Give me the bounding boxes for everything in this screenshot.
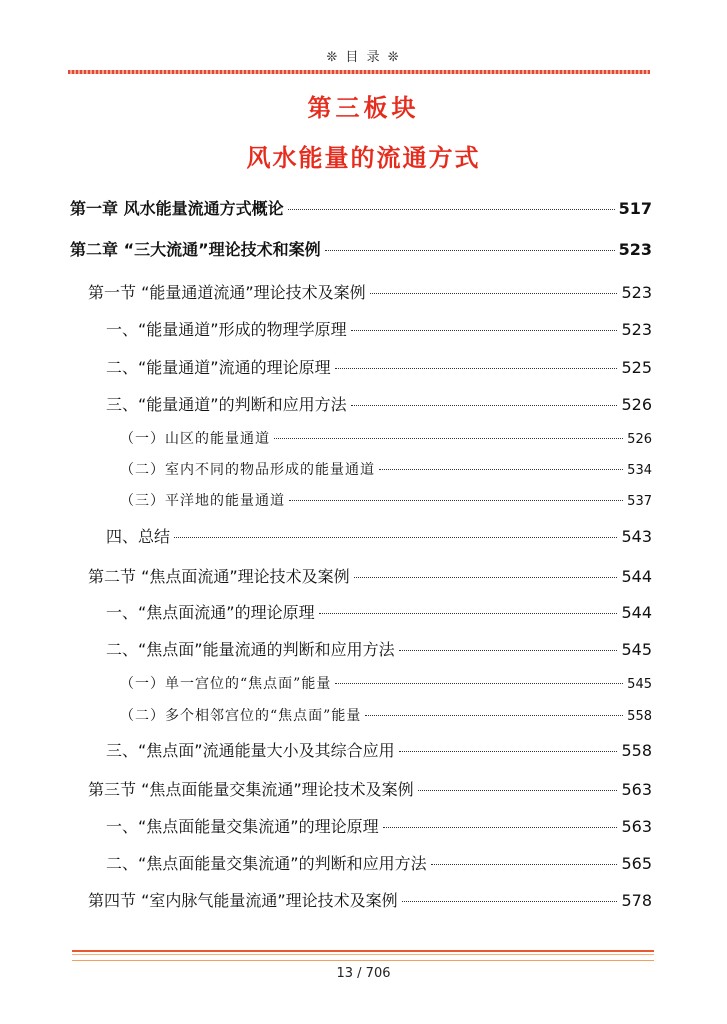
toc-leader-dots <box>418 790 618 791</box>
toc-entry-page: 545 <box>621 640 652 659</box>
toc-entry-subitem[interactable] <box>120 705 652 725</box>
toc-leader-dots <box>274 438 623 439</box>
toc-entry-page: 534 <box>627 463 652 478</box>
toc-leader-dots <box>351 405 618 406</box>
toc-entry-item[interactable] <box>106 355 652 378</box>
toc-leader-dots <box>379 469 623 470</box>
toc-entry-page: 565 <box>621 854 652 873</box>
toc-entry-subitem[interactable] <box>120 673 652 693</box>
toc-entry-label: 一、“焦点面能量交集流通”的理论原理 <box>106 817 379 836</box>
toc-entry-page: 523 <box>621 320 652 339</box>
toc-leader-dots <box>399 751 618 752</box>
toc-leader-dots <box>370 293 618 294</box>
toc-leader-dots <box>325 250 615 251</box>
toc-leader-dots <box>383 827 618 828</box>
toc-entry-page: 517 <box>618 199 652 218</box>
footer-rule <box>72 950 654 961</box>
toc-entry-label: （二）多个相邻宫位的“焦点面”能量 <box>120 708 362 724</box>
toc-entry-label: 二、“焦点面”能量流通的判断和应用方法 <box>106 640 395 659</box>
toc-entry-page: 544 <box>621 567 652 586</box>
toc-leader-dots <box>402 901 618 902</box>
toc-entry-item[interactable] <box>106 738 652 761</box>
toc-entry-page: 525 <box>621 358 652 377</box>
section-subtitle: 风水能量的流通方式 <box>246 143 481 172</box>
toc-entry-page: 563 <box>621 780 652 799</box>
toc-entry-label: （一）山区的能量通道 <box>120 431 270 447</box>
header-rule <box>68 70 650 74</box>
toc-entry-page: 563 <box>621 817 652 836</box>
toc-leader-dots <box>289 500 623 501</box>
toc-header: ❊ 目 录 ❊ <box>326 50 401 65</box>
toc-entry-page: 523 <box>618 240 652 259</box>
toc-entry-label: 四、总结 <box>106 527 171 546</box>
toc-entry-chapter-2[interactable] <box>70 237 652 260</box>
toc-entry-section-3[interactable] <box>88 777 652 800</box>
toc-entry-page: 558 <box>627 709 652 724</box>
toc-entry-section-2[interactable] <box>88 564 652 587</box>
toc-entry-label: 第一节 “能量通道流通”理论技术及案例 <box>88 283 366 302</box>
toc-entry-page: 544 <box>621 603 652 622</box>
toc-entry-label: （二）室内不同的物品形成的能量通道 <box>120 462 375 478</box>
toc-entry-item[interactable] <box>106 392 652 415</box>
toc-entry-label: 一、“焦点面流通”的理论原理 <box>106 603 315 622</box>
toc-entry-chapter-1[interactable] <box>70 196 652 219</box>
toc-entry-label: 第二节 “焦点面流通”理论技术及案例 <box>88 567 350 586</box>
toc-entry-item[interactable] <box>106 851 652 874</box>
toc-leader-dots <box>399 650 618 651</box>
toc-entry-label: 一、“能量通道”形成的物理学原理 <box>106 320 347 339</box>
toc-entry-label: 第三节 “焦点面能量交集流通”理论技术及案例 <box>88 780 414 799</box>
toc-entry-subitem[interactable] <box>120 428 652 448</box>
toc-leader-dots <box>288 209 615 210</box>
toc-entry-page: 558 <box>621 741 652 760</box>
toc-entry-item[interactable] <box>106 637 652 660</box>
toc-entry-item[interactable] <box>106 524 652 547</box>
toc-entry-section-4[interactable] <box>88 888 652 911</box>
page-indicator: 13 / 706 <box>336 966 391 981</box>
toc-entry-item[interactable] <box>106 600 652 623</box>
toc-leader-dots <box>335 368 618 369</box>
toc-leader-dots <box>319 613 618 614</box>
toc-leader-dots <box>354 577 618 578</box>
toc-entry-label: 三、“焦点面”流通能量大小及其综合应用 <box>106 741 395 760</box>
toc-leader-dots <box>431 864 618 865</box>
toc-entry-page: 543 <box>621 527 652 546</box>
toc-entry-label: 二、“能量通道”流通的理论原理 <box>106 358 331 377</box>
toc-entry-label: （一）单一宫位的“焦点面”能量 <box>120 676 332 692</box>
toc-leader-dots <box>335 683 623 684</box>
toc-entry-page: 523 <box>621 283 652 302</box>
toc-entry-page: 578 <box>621 891 652 910</box>
toc-entry-subitem[interactable] <box>120 490 652 510</box>
toc-entry-item[interactable] <box>106 814 652 837</box>
toc-entry-page: 537 <box>627 494 652 509</box>
toc-entry-label: 第二章 “三大流通”理论技术和案例 <box>70 240 321 259</box>
toc-entry-item[interactable] <box>106 317 652 340</box>
toc-entry-page: 526 <box>627 432 652 447</box>
toc-entry-page: 545 <box>627 677 652 692</box>
section-title: 第三板块 <box>307 93 420 122</box>
toc-leader-dots <box>365 715 623 716</box>
toc-entry-section-1[interactable] <box>88 280 652 303</box>
toc-leader-dots <box>174 537 617 538</box>
toc-entry-label: （三）平洋地的能量通道 <box>120 493 285 509</box>
toc-entry-page: 526 <box>621 395 652 414</box>
toc-entry-label: 三、“能量通道”的判断和应用方法 <box>106 395 347 414</box>
toc-entry-label: 第一章 风水能量流通方式概论 <box>70 199 284 218</box>
toc-entry-label: 二、“焦点面能量交集流通”的判断和应用方法 <box>106 854 427 873</box>
toc-leader-dots <box>351 330 618 331</box>
toc-entry-label: 第四节 “室内脉气能量流通”理论技术及案例 <box>88 891 398 910</box>
toc-entry-subitem[interactable] <box>120 459 652 479</box>
